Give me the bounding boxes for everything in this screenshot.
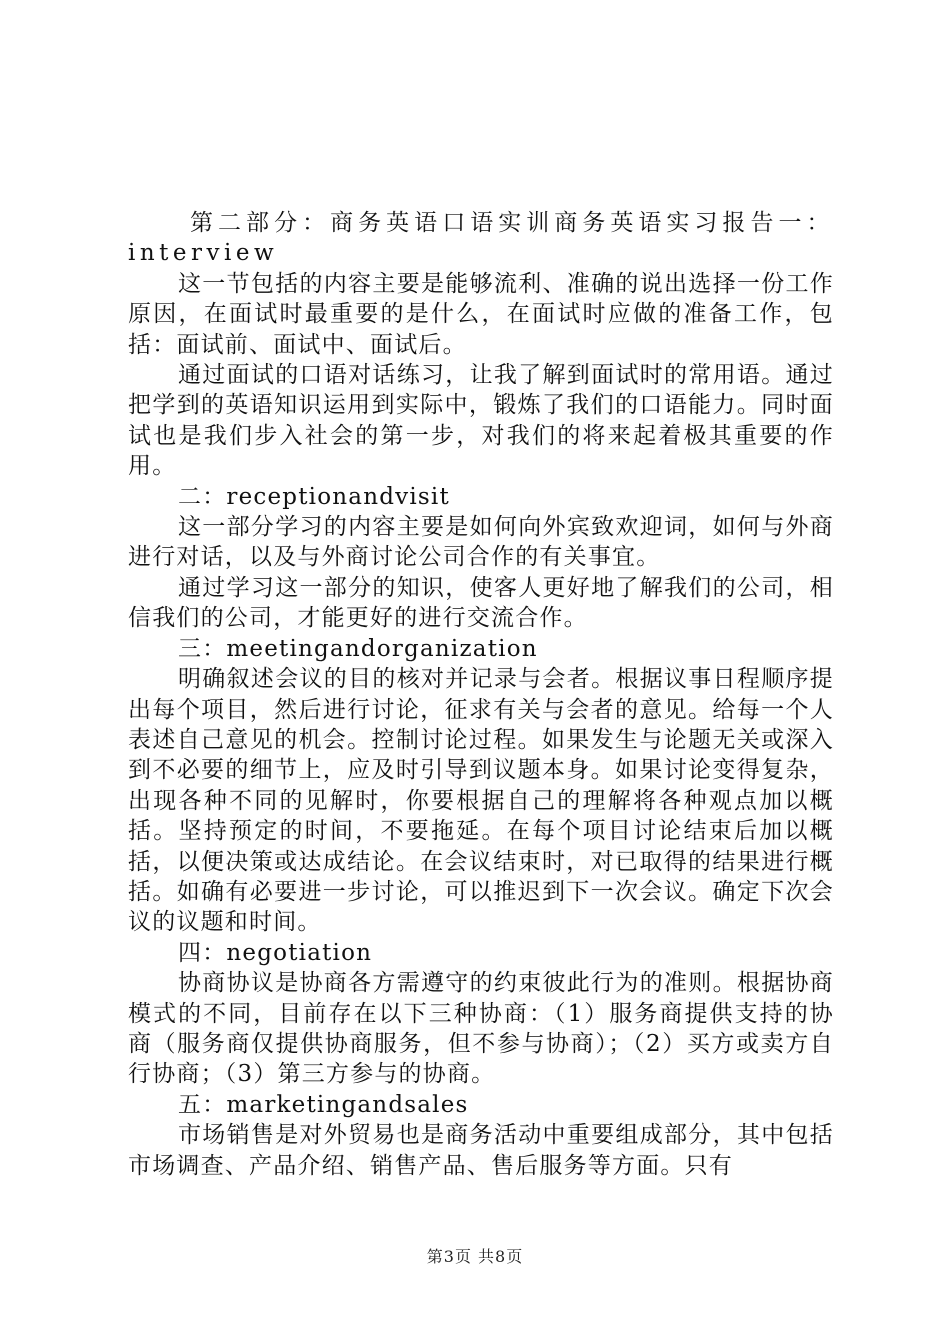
paragraph: 明确叙述会议的目的核对并记录与会者。根据议事日程顺序提出每个项目，然后进行讨论，征求有关与会者的意见。给每一个人表述自己意见的机会。控制讨论过程。如果发生与论题无关或深入到不必要的细节上，应及时引导到议题本身。如果讨论变得复杂，出现各种不同的见解时，你要根据自己的理解将各种观点加以概括。坚持预定的时间，不要拖延。在每个项目讨论结束后加以概括，以便决策或达成结论。在会议结束时，对已取得的结果进行概括。如确有必要进一步讨论，可以推迟到下一次会议。确定下次会议的议题和时间。 [128, 666, 834, 936]
paragraph: 市场销售是对外贸易也是商务活动中重要组成部分，其中包括市场调查、产品介绍、销售产品、售后服务等方面。只有 [128, 1122, 834, 1179]
paragraph: 这一部分学习的内容主要是如何向外宾致欢迎词，如何与外商进行对话，以及与外商讨论公司合作的有关事宜。 [128, 514, 834, 571]
section-heading: 二：receptionandvisit [178, 483, 450, 510]
page-number-footer: 第3页 共8页 [426, 1247, 524, 1266]
paragraph: 通过面试的口语对话练习，让我了解到面试时的常用语。通过把学到的英语知识运用到实际中，锻炼了我们的口语能力。同时面试也是我们步入社会的第一步，对我们的将来起着极其重要的作用。 [128, 362, 834, 480]
paragraph: 通过学习这一部分的知识，使客人更好地了解我们的公司，相信我们的公司，才能更好的进行交流合作。 [128, 574, 834, 632]
section-heading: 三：meetingandorganization [178, 635, 538, 662]
section-title: 第二部分：商务英语口语实训商务英语实习报告一：interview [128, 210, 834, 267]
section-heading: 四：negotiation [178, 939, 373, 966]
paragraph: 协商协议是协商各方需遵守的约束彼此行为的准则。根据协商模式的不同，目前存在以下三种协商：（1）服务商提供支持的协商（服务商仅提供协商服务，但不参与协商）；（2）买方或卖方自行协商；（3）第三方参与的协商。 [128, 970, 834, 1088]
document-body [128, 208, 834, 1181]
section-heading: 五：marketingandsales [178, 1091, 469, 1118]
paragraph: 这一节包括的内容主要是能够流利、准确的说出选择一份工作原因，在面试时最重要的是什么，在面试时应做的准备工作，包括：面试前、面试中、面试后。 [128, 270, 834, 358]
